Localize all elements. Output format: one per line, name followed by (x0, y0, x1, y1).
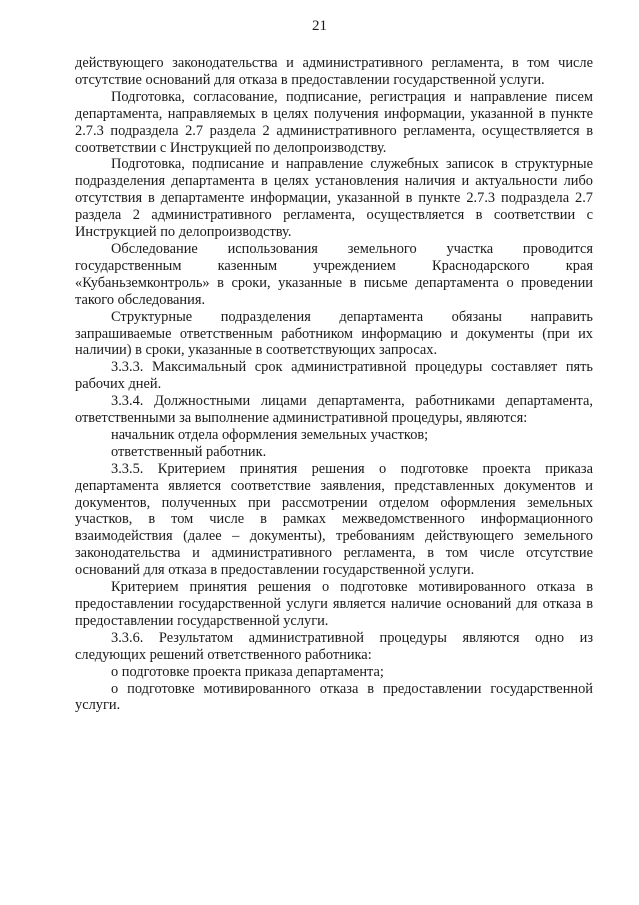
paragraph: 3.3.5. Критерием принятия решения о подготовке проекта приказа департамента является соответствие заявления, представленных документов и документов, полученных при рассмотрении отделом оформления земельных участков, в том числе в рамках межведомственного информационного взаимодействия (далее – документы), требованиям действующего земельного законодательства и административного регламента, в том числе отсутствие оснований для отказа в предоставлении государственной услуги. (75, 460, 593, 579)
paragraph: 3.3.6. Результатом административной процедуры являются одно из следующих решений ответственного работника: (75, 629, 593, 663)
paragraph: Обследование использования земельного участка проводится государственным казенным учреждением Краснодарского края «Кубаньземконтроль» в сроки, указанные в письме департамента о проведении такого обследования. (75, 240, 593, 308)
list-item: о подготовке мотивированного отказа в предоставлении государственной услуги. (75, 680, 593, 714)
paragraph: 3.3.4. Должностными лицами департамента, работниками департамента, ответственными за выполнение административной процедуры, являются: (75, 393, 593, 427)
paragraph: Подготовка, подписание и направление служебных записок в структурные подразделения департамента в целях установления наличия и актуальности либо отсутствия в департаменте информации, указанной в пункте 2.7.3 подраздела 2.7 раздела 2 административного регламента, осуществляется в соответствии с Инструкцией по делопроизводству. (75, 156, 593, 241)
page-number: 21 (312, 18, 327, 34)
paragraph: Критерием принятия решения о подготовке мотивированного отказа в предоставлении государственной услуги является наличие оснований для отказа в предоставлении государственной услуги. (75, 579, 593, 629)
list-item: о подготовке проекта приказа департамента; (111, 663, 384, 680)
document-body (75, 55, 593, 714)
paragraph: действующего законодательства и административного регламента, в том числе отсутствие оснований для отказа в предоставлении государственной услуги. (75, 55, 593, 88)
paragraph: Подготовка, согласование, подписание, регистрация и направление писем департамента, направляемых в целях получения информации, указанной в пункте 2.7.3 подраздела 2.7 раздела 2 административного регламента, осуществляется в соответствии с Инструкцией по делопроизводству. (75, 88, 593, 156)
list-item: начальник отдела оформления земельных участков; (111, 426, 429, 443)
paragraph: Структурные подразделения департамента обязаны направить запрашиваемые ответственным работником информацию и документы (при их наличии) в сроки, указанные в соответствующих запросах. (75, 308, 593, 359)
list-item: ответственный работник. (111, 443, 267, 460)
paragraph: 3.3.3. Максимальный срок административной процедуры составляет пять рабочих дней. (75, 359, 593, 393)
